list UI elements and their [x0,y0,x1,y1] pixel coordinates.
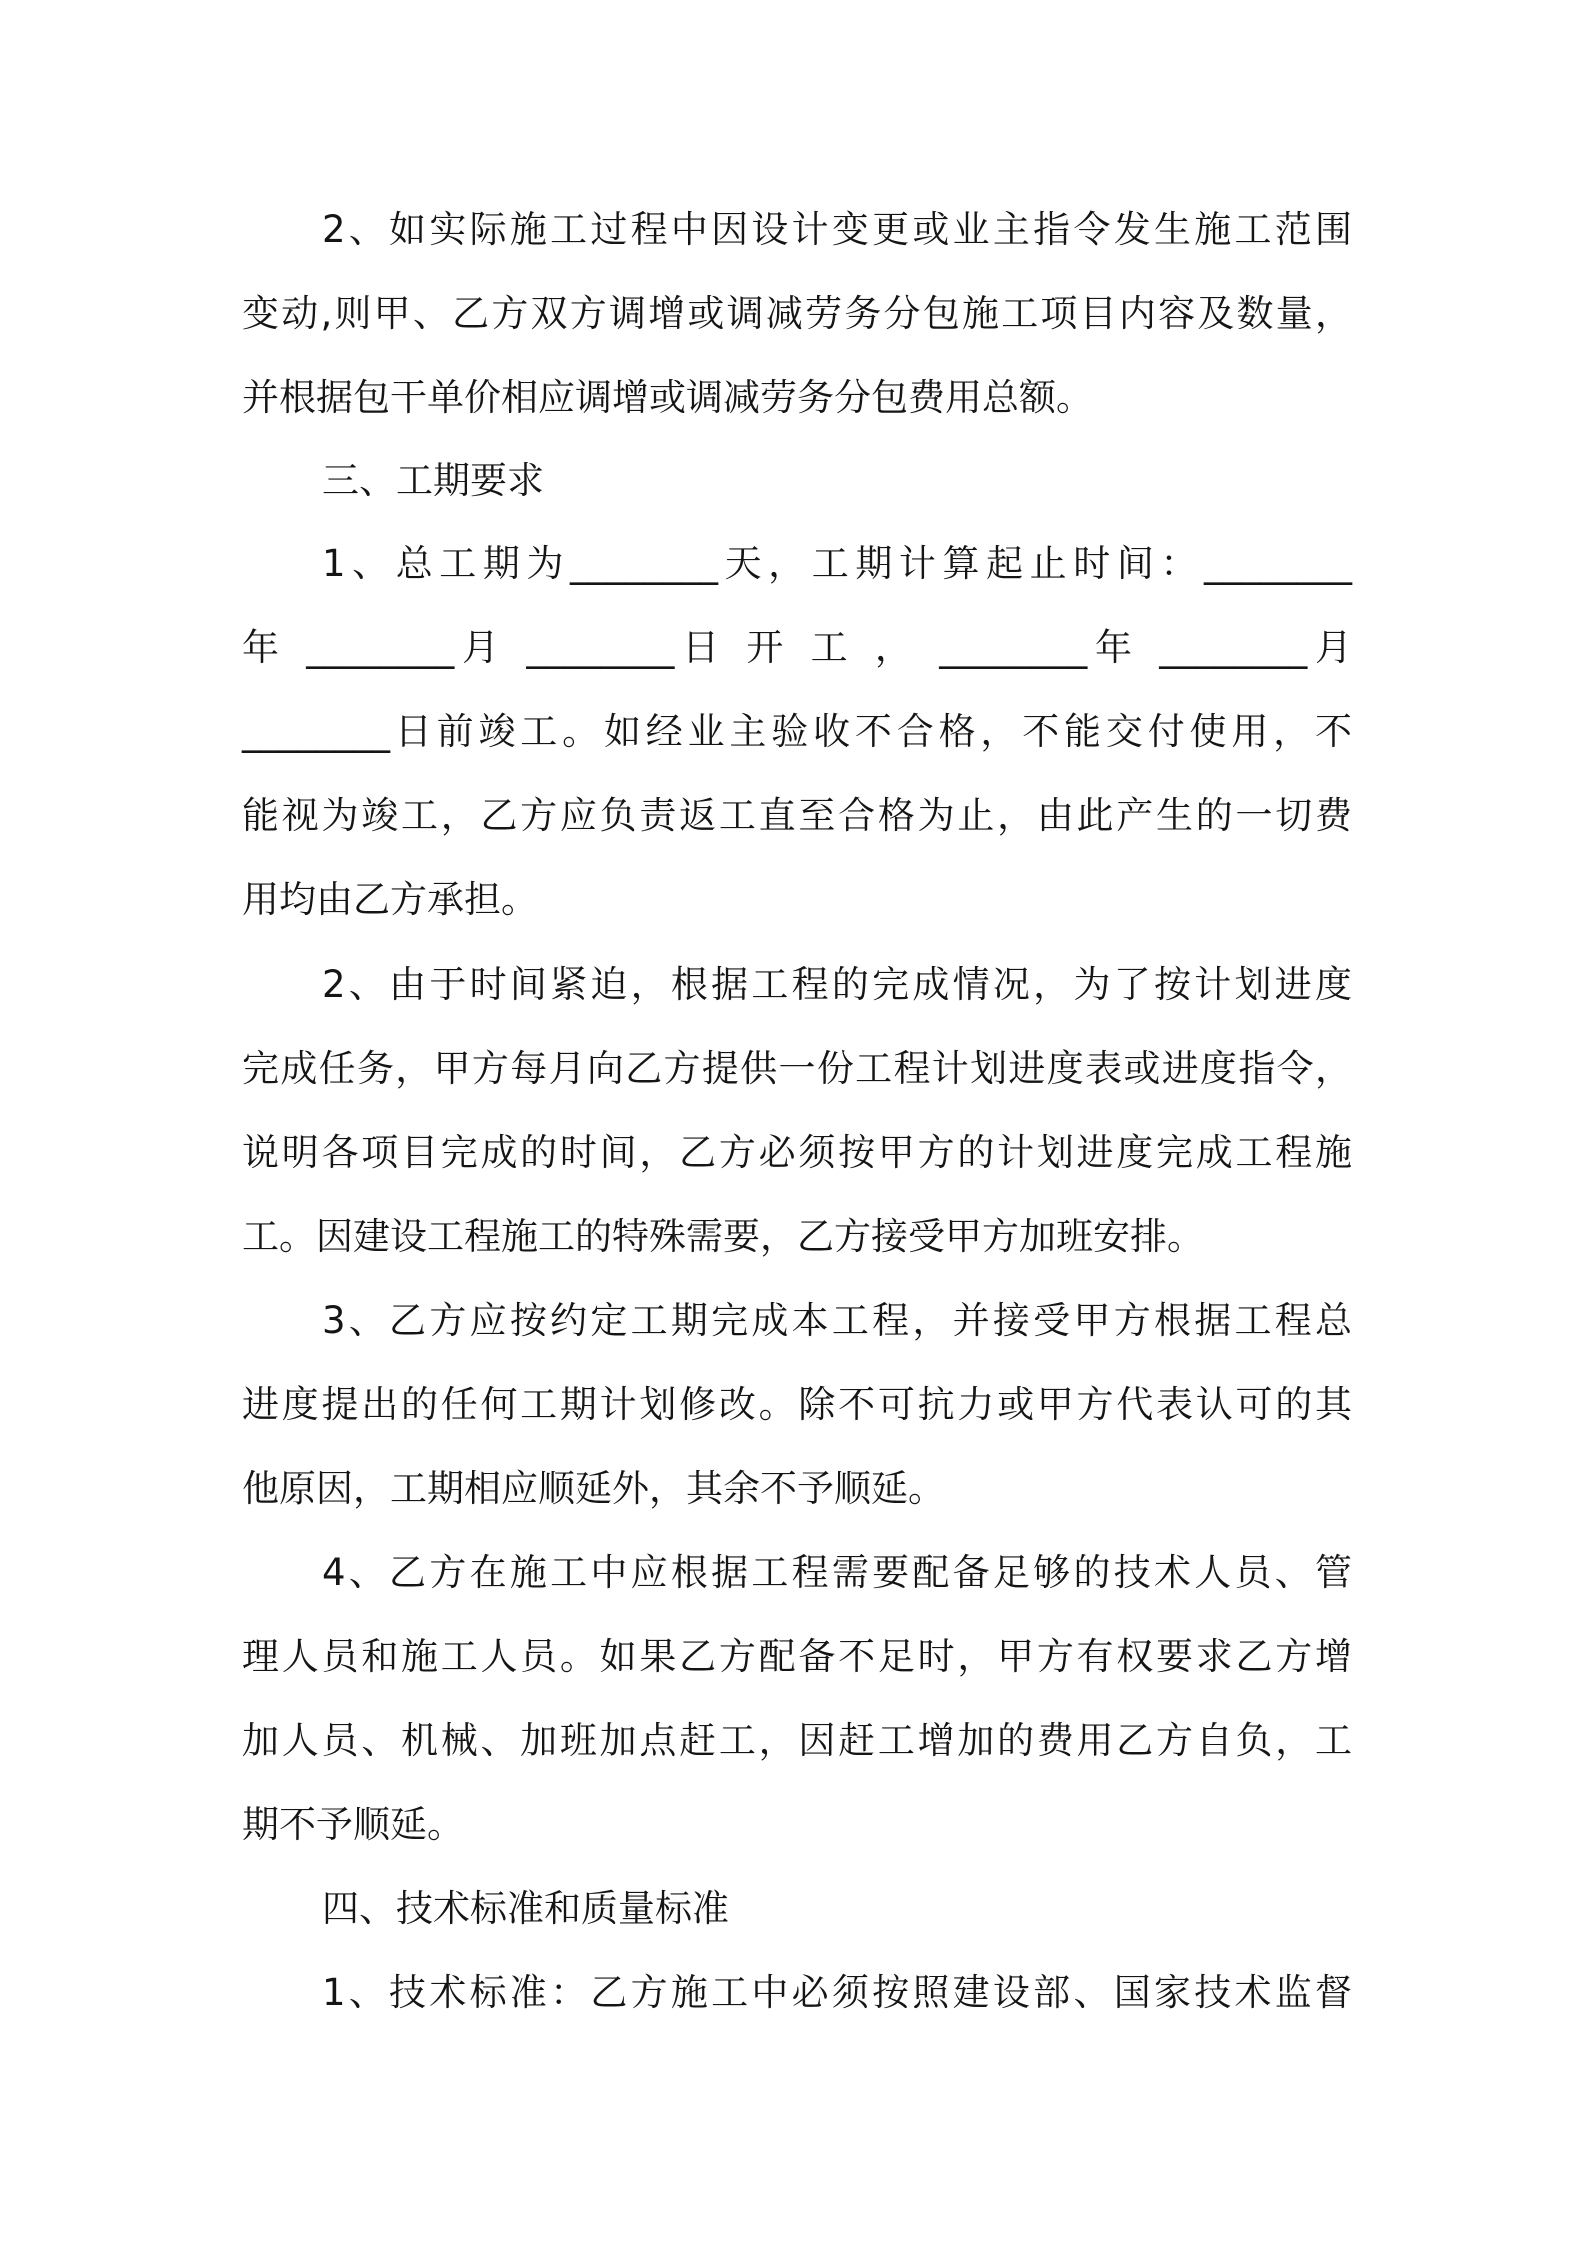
text-line: 2、由于时间紧迫，根据工程的完成情况，为了按计划进度 [322,963,1352,1006]
text-line: 进度提出的任何工期计划修改。除不可抗力或甲方代表认可的其 [242,1383,1352,1426]
text-line: 期不予顺延。 [242,1803,464,1846]
text-line: 工。因建设工程施工的特殊需要，乙方接受甲方加班安排。 [242,1215,1204,1258]
text-line: 用均由乙方承担。 [242,878,538,921]
text-line: 变动,则甲、乙方双方调增或调减劳务分包施工项目内容及数量， [242,292,1352,335]
section-heading: 三、工期要求 [322,459,544,502]
text-line: 加人员、机械、加班加点赶工，因赶工增加的费用乙方自负，工 [242,1719,1352,1762]
text-line: 2、如实际施工过程中因设计变更或业主指令发生施工范围 [322,208,1352,251]
text-line: ________日前竣工。如经业主验收不合格，不能交付使用，不 [242,710,1352,753]
text-line: 3、乙方应按约定工期完成本工程，并接受甲方根据工程总 [322,1299,1352,1342]
text-line: 4、乙方在施工中应根据工程需要配备足够的技术人员、管 [322,1551,1352,1594]
text-line: 说明各项目完成的时间，乙方必须按甲方的计划进度完成工程施 [242,1131,1352,1174]
text-line: 理人员和施工人员。如果乙方配备不足时，甲方有权要求乙方增 [242,1635,1352,1678]
text-line: 并根据包干单价相应调增或调减劳务分包费用总额。 [242,376,1093,419]
text-line: 1、总工期为________天，工期计算起止时间：________ [322,542,1352,585]
text-line: 完成任务，甲方每月向乙方提供一份工程计划进度表或进度指令， [242,1047,1352,1090]
text-line: 1、技术标准：乙方施工中必须按照建设部、国家技术监督 [322,1971,1352,2014]
text-line: 能视为竣工，乙方应负责返工直至合格为止，由此产生的一切费 [242,794,1352,837]
text-line: 他原因，工期相应顺延外，其余不予顺延。 [242,1467,945,1510]
section-heading: 四、技术标准和质量标准 [322,1887,729,1930]
text-line: 年 ________月 ________日 开 工 ， ________年 ________月 [242,626,1352,669]
